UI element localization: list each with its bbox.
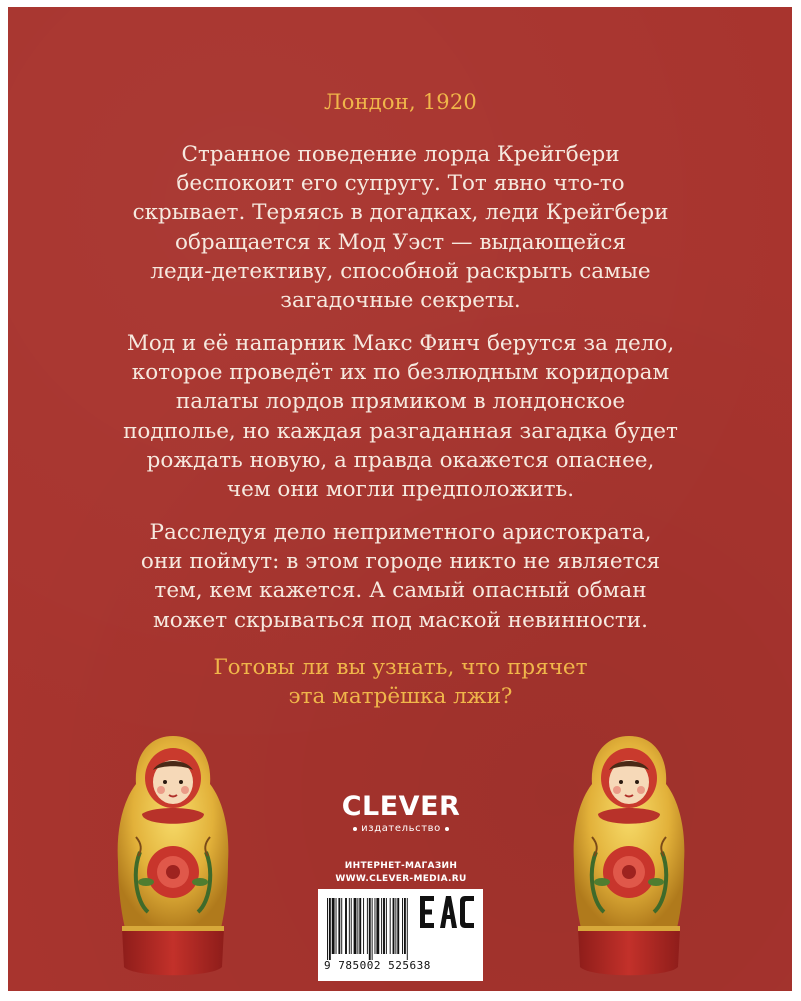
paragraph-1 bbox=[0, 140, 801, 315]
text-line: может скрываться под маской невинности. bbox=[153, 607, 648, 633]
barcode-bar bbox=[336, 898, 337, 954]
text-line: леди-детективу, способной раскрыть самые bbox=[150, 258, 651, 284]
isbn-digits: 9 785002 525638 bbox=[324, 959, 431, 972]
barcode-bar bbox=[372, 898, 373, 960]
barcode-bar bbox=[327, 898, 328, 960]
barcode-bar bbox=[349, 898, 350, 954]
barcode-bar bbox=[383, 898, 385, 954]
publisher-name: CLEVER bbox=[341, 791, 461, 822]
text-line: беспокоит его супругу. Тот явно что-то bbox=[176, 171, 625, 197]
text-line: Готовы ли вы узнать, что прячет bbox=[213, 655, 588, 680]
barcode-bar bbox=[332, 898, 335, 954]
barcode-bar bbox=[375, 898, 376, 954]
text-line: Странное поведение лорда Крейгбери bbox=[181, 142, 620, 167]
barcode-bar bbox=[386, 898, 387, 954]
barcode-bar bbox=[351, 898, 352, 954]
shop-url: WWW.CLEVER-MEDIA.RU bbox=[335, 874, 467, 884]
text-line: палаты лордов прямиком в лондонское bbox=[175, 389, 626, 415]
place-date: Лондон, 1920 bbox=[324, 90, 477, 114]
barcode-bar bbox=[369, 898, 371, 960]
barcode-bar bbox=[338, 898, 340, 954]
text-line: тем, кем кажется. А самый опасный обман bbox=[154, 578, 647, 604]
eac-certification-mark bbox=[418, 892, 476, 932]
text-line: обращается к Мод Уэст — выдающейся bbox=[175, 229, 626, 255]
paragraph-2 bbox=[0, 329, 801, 504]
barcode-bar bbox=[345, 898, 347, 954]
text-line: Мод и её напарник Макс Финч берутся за дело, bbox=[126, 331, 675, 356]
barcode-bar bbox=[329, 898, 331, 960]
barcode-bar bbox=[381, 898, 382, 954]
text-line: загадочные секреты. bbox=[280, 288, 521, 314]
text-line: рождать новую, а правда окажется опаснее, bbox=[146, 447, 655, 473]
barcode-bar bbox=[404, 898, 406, 954]
barcode-bar bbox=[395, 898, 396, 954]
shop-label: ИНТЕРНЕТ-МАГАЗИН bbox=[344, 861, 458, 871]
closing-question bbox=[0, 653, 801, 711]
publisher-subtitle: издательство bbox=[361, 823, 441, 834]
barcode-bar bbox=[376, 898, 379, 954]
dot-icon bbox=[445, 827, 449, 831]
text-line: подполье, но каждая разгаданная загадка будет bbox=[123, 418, 678, 444]
online-shop-info bbox=[322, 860, 480, 886]
text-line: чем они могли предположить. bbox=[226, 477, 575, 503]
barcode-bar bbox=[393, 898, 395, 954]
barcode-bar bbox=[359, 898, 361, 954]
barcode-bar bbox=[354, 898, 357, 954]
text-line: Расследуя дело неприметного аристократа, bbox=[149, 520, 652, 545]
text-line: они поймут: в этом городе никто не является bbox=[140, 549, 661, 575]
barcode-bar bbox=[363, 898, 364, 954]
text-line: которое проведёт их по безлюдным коридорам bbox=[131, 360, 670, 386]
paragraph-3 bbox=[0, 518, 801, 635]
publisher-logo bbox=[335, 792, 467, 834]
matryoshka-icon bbox=[568, 732, 690, 986]
barcode-bar bbox=[357, 898, 358, 954]
barcode-bar bbox=[341, 898, 342, 954]
barcode-bar bbox=[397, 898, 399, 954]
text-line: скрывает. Теряясь в догадках, леди Крейгбери bbox=[132, 200, 669, 226]
barcode-bar bbox=[367, 898, 368, 954]
matryoshka-icon bbox=[112, 732, 234, 986]
barcode-bar bbox=[407, 898, 408, 960]
barcode-bar bbox=[402, 898, 403, 954]
barcode-bar bbox=[390, 898, 391, 954]
dot-icon bbox=[353, 827, 357, 831]
text-line: эта матрёшка лжи? bbox=[288, 684, 513, 710]
publisher-subtitle-row bbox=[335, 823, 467, 834]
